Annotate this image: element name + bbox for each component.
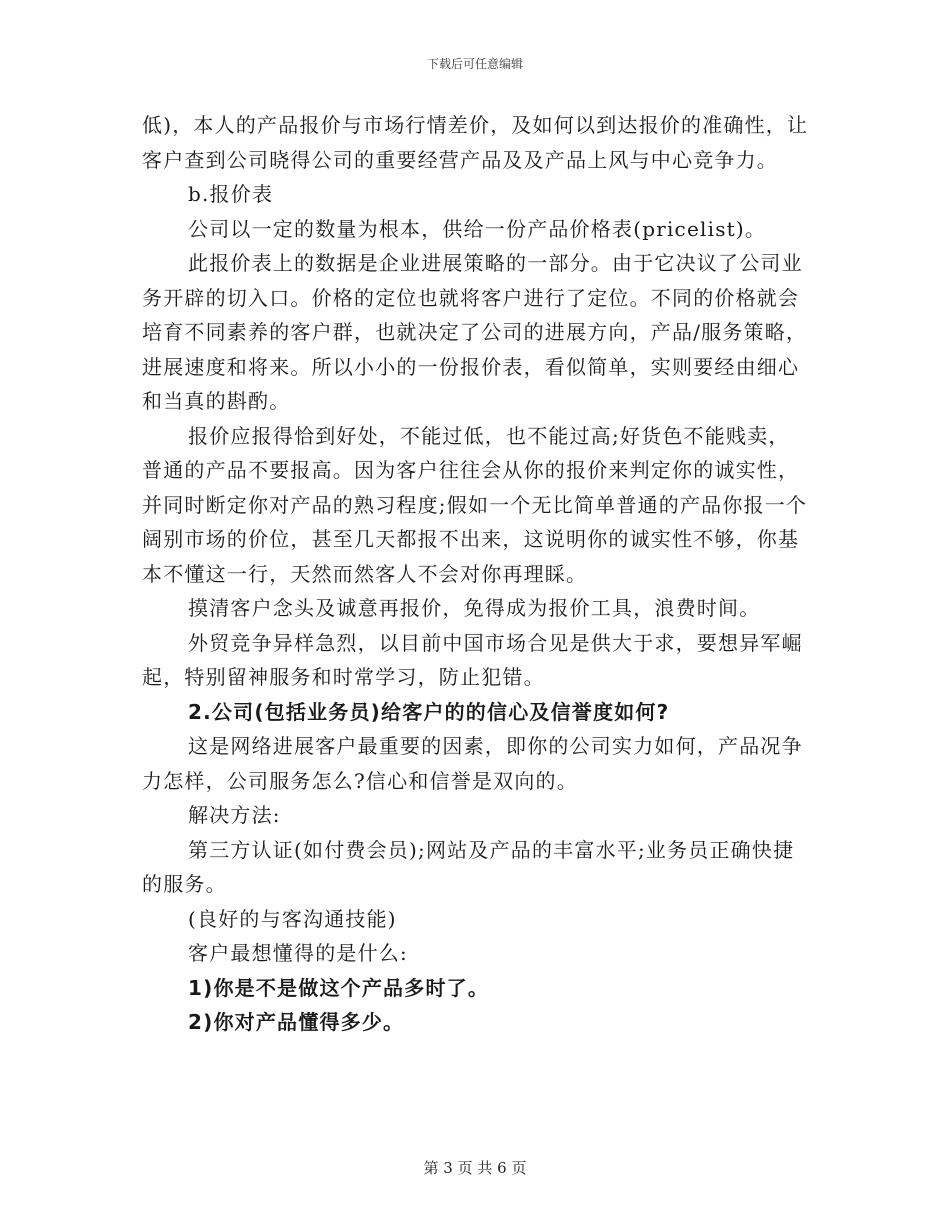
paragraph: (良好的与客沟通技能)	[188, 906, 397, 931]
paragraph: 外贸竞争异样急烈，以目前中国市场合见是供大于求，要想异军崛起，特别留神服务和时常学习，防止犯错。	[142, 630, 803, 689]
paragraph: 低)，本人的产品报价与市场行情差价，及如何以到达报价的准确性，让客户查到公司晓得公司的重要经营产品及及产品上风与中心竞争力。	[142, 113, 809, 172]
section-heading: 2.公司(包括业务员)给客户的的信心及信誉度如何?	[188, 699, 670, 724]
paragraph: 此报价表上的数据是企业进展策略的一部分。由于它决议了公司业务开辟的切入口。价格的定位也就将客户进行了定位。不同的价格就会培育不同素养的客户群，也就决定了公司的进展方向，产品/服务策略，进展速度和将来。所以小小的一份报价表，看似简单，实则要经由细心和当真的斟酌。	[142, 251, 808, 413]
paragraph: 摸清客户念头及诚意再报价，免得成为报价工具，浪费时间。	[188, 596, 761, 620]
document-body	[142, 108, 810, 1040]
page-header: 下载后可任意编辑	[426, 57, 523, 71]
paragraph: 解决方法:	[188, 803, 281, 827]
paragraph: 报价应报得恰到好处，不能过低，也不能过高;好货色不能贱卖，普通的产品不要报高。因为客户往往会从你的报价来判定你的诚实性，并同时断定你对产品的熟习程度;假如一个无比简单普通的产品你报一个阔别市场的价位，甚至几天都报不出来，这说明你的诚实性不够，你基本不懂这一行，天然而然客人不会对你再理睬。	[142, 423, 808, 586]
paragraph: 这是网络进展客户最重要的因素，即你的公司实力如何，产品况争力怎样，公司服务怎么?信心和信誉是双向的。	[142, 734, 803, 793]
paragraph: 客户最想懂得的是什么:	[188, 941, 408, 965]
paragraph: b.报价表	[188, 182, 274, 206]
paragraph: 公司以一定的数量为根本，供给一份产品价格表(pricelist)。	[188, 216, 767, 241]
list-item: 1)你是不是做这个产品多时了。	[188, 975, 490, 1000]
page-footer: 第 3 页 共 6 页	[423, 1159, 527, 1177]
list-item: 2)你对产品懂得多少。	[188, 1010, 405, 1034]
paragraph: 第三方认证(如付费会员);网站及产品的丰富水平;业务员正确快捷的服务。	[142, 837, 795, 896]
